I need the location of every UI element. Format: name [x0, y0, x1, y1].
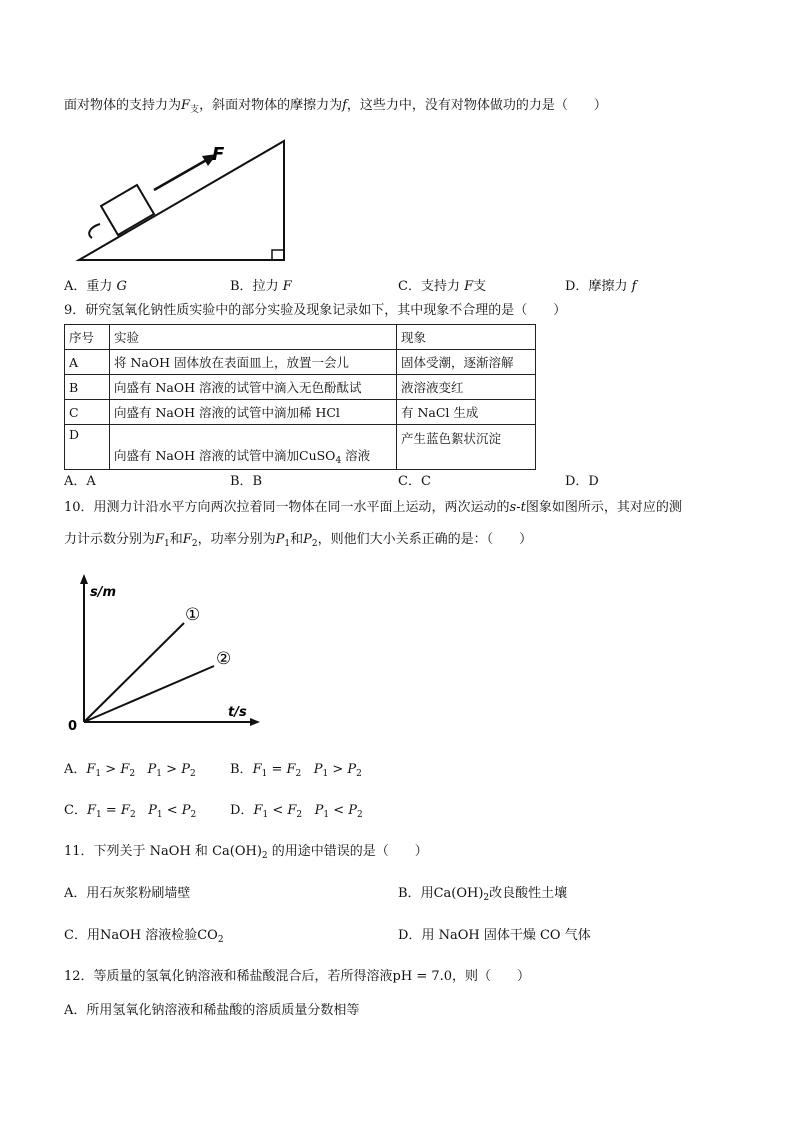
friction-symbol: f	[342, 98, 347, 113]
q9-stem: 9．研究氢氧化钠性质实验中的部分实验及现象记录如下，其中现象不合理的是（ ）	[64, 303, 567, 318]
st-label: s-t	[509, 500, 526, 515]
q8-option-a[interactable]: A．重力 G	[64, 279, 127, 294]
row-observation: 有 NaCl 生成	[397, 400, 536, 425]
incline-figure	[74, 138, 294, 266]
table-row	[65, 425, 536, 470]
q12-stem: 12．等质量的氢氧化钠溶液和稀盐酸混合后，若所得溶液pH = 7.0，则（ ）	[64, 969, 531, 984]
q8-stem	[64, 97, 607, 119]
q11-stem: 11．下列关于 NaOH 和 $Ca(OH)_2$ 的用途中错误的是（ ）	[64, 844, 428, 861]
q10-stem-line2: 力计示数分别为$F_1$和$F_2$，功率分别为$P_1$和$P_2$，则他们大小关系正确的是：（ ）	[64, 532, 533, 549]
row-experiment: 将 NaOH 固体放在表面皿上，放置一会儿	[110, 350, 397, 375]
line-2	[84, 666, 214, 722]
q8-stem-end: ，这些力中，没有对物体做功的力是（ ）	[346, 98, 607, 113]
support-force-subscript: 支	[190, 105, 200, 115]
q9-option-d[interactable]: D．D	[565, 474, 599, 489]
q10-option-d[interactable]: D．$F_1 < F_2$ $P_1 < P_2$	[230, 803, 363, 820]
q11-option-c[interactable]: C．用NaOH 溶液检验$CO_2$	[64, 928, 224, 945]
header-observation: 现象	[397, 325, 536, 350]
q9-option-b[interactable]: B．B	[230, 474, 263, 489]
line-1-label: ①	[185, 605, 201, 625]
header-id: 序号	[65, 325, 110, 350]
row-experiment: 向盛有 NaOH 溶液的试管中滴入无色酚酞试	[110, 375, 397, 400]
block	[101, 185, 154, 235]
x-axis-arrow	[250, 718, 260, 726]
row-observation: 固体受潮，逐渐溶解	[397, 350, 536, 375]
header-experiment: 实验	[110, 325, 397, 350]
q8-stem-mid: ，斜面对物体的摩擦力为	[199, 98, 343, 113]
q9-option-a[interactable]: A．A	[64, 474, 96, 489]
q8-stem-start: 面对物体的支持力为	[64, 98, 182, 113]
table-row	[65, 375, 536, 400]
q8-option-c[interactable]: C．支持力 F支	[398, 279, 487, 294]
y-axis-arrow	[80, 574, 88, 584]
table-header-row	[65, 325, 536, 350]
row-id: B	[65, 375, 110, 400]
origin-label: 0	[68, 719, 78, 732]
row-experiment: 向盛有 NaOH 溶液的试管中滴加稀 HCl	[110, 400, 397, 425]
line-1	[84, 623, 184, 722]
row-id: A	[65, 350, 110, 375]
q11-option-d[interactable]: D．用 NaOH 固体干燥 CO 气体	[398, 928, 591, 943]
q10-option-b[interactable]: B．$F_1 = F_2$ $P_1 > P_2$	[230, 762, 362, 779]
q8-option-b[interactable]: B．拉力 F	[230, 279, 292, 294]
row-observation: 液溶液变红	[397, 375, 536, 400]
q10-option-a[interactable]: A．$F_1 > F_2$ $P_1 > P_2$	[64, 762, 196, 779]
friction-curl	[89, 224, 100, 238]
support-force-symbol: F	[181, 98, 191, 113]
table-row	[65, 400, 536, 425]
force-arrow-line	[154, 158, 210, 190]
q11-option-b[interactable]: B．用$Ca(OH)_2$改良酸性土壤	[398, 886, 568, 903]
ph-value: pH = 7.0	[392, 969, 453, 984]
q11-option-a[interactable]: A．用石灰浆粉刷墙壁	[64, 886, 191, 901]
x-axis-label: t/s	[228, 705, 247, 720]
line-2-label: ②	[216, 649, 232, 669]
q12-option-a[interactable]: A．所用氢氧化钠溶液和稀盐酸的溶质质量分数相等	[64, 1003, 360, 1018]
q9-option-c[interactable]: C．C	[398, 474, 431, 489]
experiment-table	[64, 324, 536, 470]
row-id: C	[65, 400, 110, 425]
q10-stem-line1: 10．用测力计沿水平方向两次拉着同一物体在同一水平面上运动，两次运动的s-t图象如图所示，其对应的测	[64, 500, 682, 515]
row-experiment: 向盛有 NaOH 溶液的试管中滴加CuSO$_4$ 溶液	[110, 425, 397, 470]
force-label: F	[212, 144, 225, 165]
row-observation: 产生蓝色絮状沉淀	[397, 425, 536, 470]
row-id: D	[65, 425, 110, 470]
y-axis-label: s/m	[90, 585, 117, 600]
right-angle-mark	[272, 250, 284, 260]
table-row	[65, 350, 536, 375]
s-t-graph	[64, 572, 264, 732]
q8-option-d[interactable]: D．摩擦力 f	[565, 279, 637, 294]
q10-option-c[interactable]: C．$F_1 = F_2$ $P_1 < P_2$	[64, 803, 197, 820]
